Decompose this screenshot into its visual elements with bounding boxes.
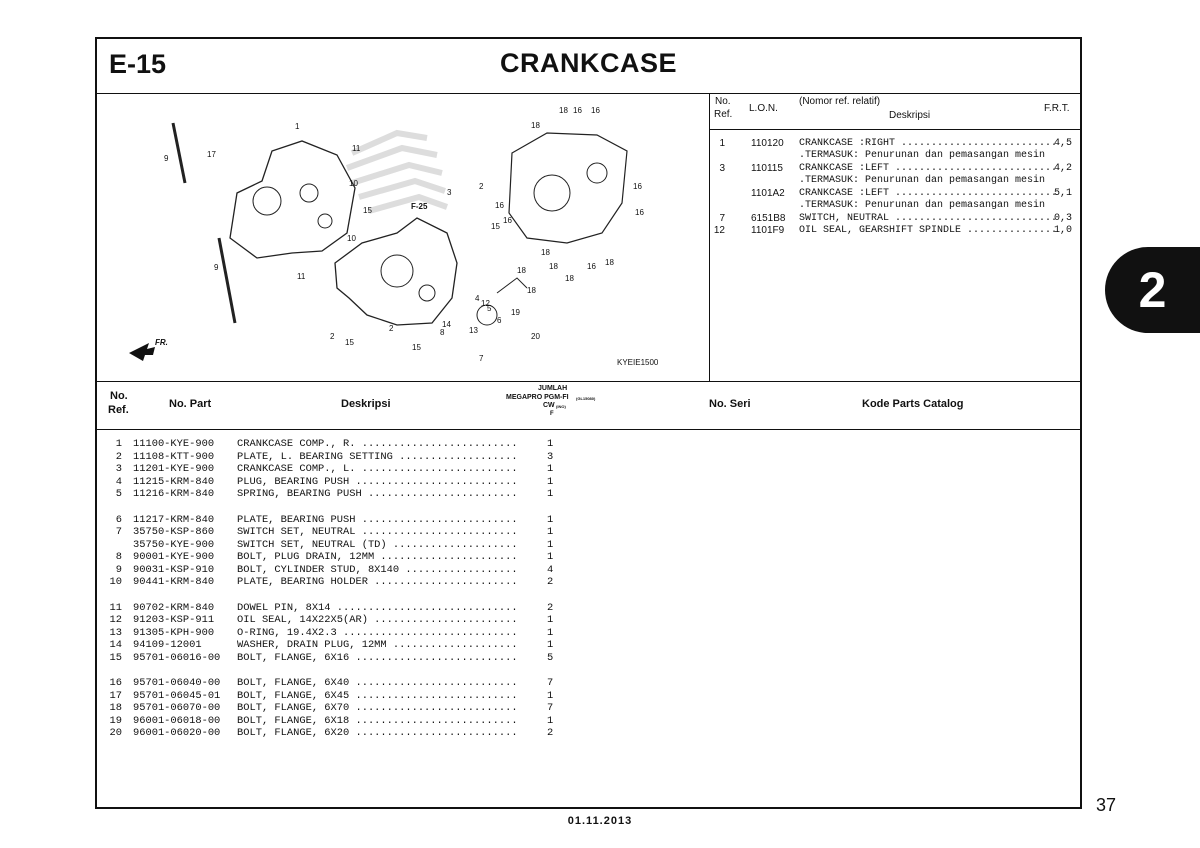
callout-number: 20: [531, 332, 540, 341]
part-ref: 20: [109, 727, 122, 739]
callout-number: 8: [440, 328, 445, 337]
parts-col-catalog: Kode Parts Catalog: [862, 398, 964, 410]
table-row: [97, 438, 1080, 451]
callout-number: 2: [479, 182, 484, 191]
lon-col-lon: L.O.N.: [749, 103, 778, 114]
part-desc: PLATE, BEARING PUSH .........................: [237, 514, 518, 526]
bearing-bore-shape: [253, 187, 281, 215]
callout-number: 10: [347, 234, 356, 243]
lon-frt: 1,0: [1054, 225, 1073, 236]
part-number: 90031-KSP-910: [133, 564, 215, 576]
table-row: [97, 627, 1080, 640]
figure-code: KYEIE1500: [617, 358, 659, 367]
parts-col-ref: Ref.: [108, 404, 129, 416]
callout-number: 6: [497, 316, 502, 325]
lon-col-frt: F.R.T.: [1044, 103, 1070, 114]
lon-col-deskripsi: Deskripsi: [889, 110, 931, 121]
part-desc: OIL SEAL, 14X22X5(AR) .......................: [237, 614, 518, 626]
part-qty: 7: [547, 677, 554, 689]
part-qty: 1: [547, 690, 554, 702]
bearing-bore-shape: [381, 255, 413, 287]
lon-desc: .TERMASUK: Penurunan dan pemasangan mesin: [799, 175, 1046, 186]
bearing-bore-shape: [300, 184, 318, 202]
part-ref: 13: [109, 627, 122, 639]
part-qty: 1: [547, 639, 554, 651]
table-row: [97, 514, 1080, 527]
lon-desc: CRANKCASE :LEFT ...........................: [799, 163, 1058, 174]
title-row: [97, 39, 1080, 94]
part-ref: 1: [115, 438, 122, 450]
callout-number: 13: [469, 326, 478, 335]
part-qty: 1: [547, 551, 554, 563]
callout-number: 18: [541, 248, 550, 257]
table-row: [97, 614, 1080, 627]
callout-number: 3: [447, 188, 452, 197]
part-ref: 6: [115, 514, 122, 526]
lon-ref: 12: [713, 225, 725, 236]
parts-col-part: No. Part: [169, 398, 212, 410]
callout-number: 16: [591, 106, 600, 115]
part-ref: 9: [115, 564, 122, 576]
part-desc: O-RING, 19.4X2.3 ............................: [237, 627, 518, 639]
part-qty: 1: [547, 463, 554, 475]
lon-desc: OIL SEAL, GEARSHIFT SPINDLE ...............: [799, 225, 1058, 236]
part-number: 90001-KYE-900: [133, 551, 215, 563]
switch-wire-shape: [497, 278, 527, 293]
lon-code: 1101A2: [751, 188, 785, 199]
part-qty: 1: [547, 526, 554, 538]
callout-number: 15: [491, 222, 500, 231]
part-ref: 11: [109, 602, 122, 614]
parts-col-desc: Deskripsi: [341, 398, 391, 410]
part-qty: 5: [547, 652, 554, 664]
lon-desc: CRANKCASE :RIGHT ..........................: [799, 138, 1058, 149]
part-desc: PLATE, BEARING HOLDER .......................: [237, 576, 518, 588]
part-number: 96001-06018-00: [133, 715, 221, 727]
lon-ref: 3: [719, 163, 725, 174]
parts-col-cw-code: (INO): [556, 404, 566, 409]
part-desc: BOLT, FLANGE, 6X20 ..........................: [237, 727, 518, 739]
callout-number: 15: [363, 206, 372, 215]
part-ref: 7: [115, 526, 122, 538]
part-ref: 3: [115, 463, 122, 475]
part-qty: 2: [547, 727, 554, 739]
part-desc: BOLT, FLANGE, 6X70 ..........................: [237, 702, 518, 714]
table-row: [97, 463, 1080, 476]
callout-number: 18: [605, 258, 614, 267]
part-qty: 4: [547, 564, 554, 576]
part-number: 94109-12001: [133, 639, 202, 651]
lon-frt: 0,3: [1054, 213, 1073, 224]
lon-frt: 4,2: [1054, 163, 1073, 174]
exploded-diagram: [97, 93, 710, 381]
parts-col-f: F: [550, 411, 554, 417]
table-row: [97, 476, 1080, 489]
part-number: 11217-KRM-840: [133, 514, 215, 526]
lon-code: 110120: [751, 138, 784, 149]
callout-number: 18: [565, 274, 574, 283]
table-row: [97, 526, 1080, 539]
lon-row: [709, 199, 1082, 212]
part-qty: 1: [547, 614, 554, 626]
part-ref: 10: [109, 576, 122, 588]
part-qty: 7: [547, 702, 554, 714]
table-row: [97, 564, 1080, 577]
part-ref: 18: [109, 702, 122, 714]
part-desc: SWITCH SET, NEUTRAL .........................: [237, 526, 518, 538]
page-frame: [95, 37, 1082, 809]
parts-col-model-code: (GL15080): [576, 396, 596, 401]
bearing-bore-shape: [587, 163, 607, 183]
part-desc: SPRING, BEARING PUSH ........................: [237, 488, 518, 500]
page-code: E-15: [109, 49, 167, 79]
parts-col-jumlah: JUMLAH: [538, 385, 568, 392]
part-ref: 15: [109, 652, 122, 664]
table-row: [97, 539, 1080, 552]
lon-desc: .TERMASUK: Penurunan dan pemasangan mesin: [799, 200, 1046, 211]
part-desc: BOLT, FLANGE, 6X18 ..........................: [237, 715, 518, 727]
table-row: [97, 451, 1080, 464]
table-row: [97, 715, 1080, 728]
part-desc: PLUG, BEARING PUSH ..........................: [237, 476, 518, 488]
front-arrow-icon: [129, 343, 155, 361]
lon-frt: 5,1: [1054, 188, 1073, 199]
part-ref: 5: [115, 488, 122, 500]
table-row: [97, 551, 1080, 564]
page-title: CRANKCASE: [499, 48, 677, 78]
crankcase-inner-view-shape: [509, 133, 627, 243]
part-desc: CRANKCASE COMP., R. .........................: [237, 438, 518, 450]
part-ref: 8: [115, 551, 122, 563]
callout-number: 14: [442, 320, 451, 329]
part-ref: 16: [109, 677, 122, 689]
callout-number: 9: [164, 154, 169, 163]
part-qty: 2: [547, 602, 554, 614]
lon-ref: 1: [719, 138, 725, 149]
lon-row: [709, 149, 1082, 162]
lon-table-header: [709, 93, 1082, 130]
part-number: 96001-06020-00: [133, 727, 221, 739]
bearing-bore-shape: [318, 214, 332, 228]
lon-table: [709, 93, 1082, 381]
part-number: 95701-06040-00: [133, 677, 221, 689]
page-number: 37: [1096, 795, 1117, 815]
lon-desc: CRANKCASE :LEFT ...........................: [799, 188, 1058, 199]
part-ref: 4: [115, 476, 122, 488]
part-desc: DOWEL PIN, 8X14 .............................: [237, 602, 518, 614]
callout-number: 17: [207, 150, 216, 159]
cylinder-stud-shape: [173, 123, 185, 183]
callout-number: 16: [495, 201, 504, 210]
part-number: 95701-06070-00: [133, 702, 221, 714]
part-number: 95701-06016-00: [133, 652, 221, 664]
table-row: [97, 652, 1080, 665]
part-ref: 19: [109, 715, 122, 727]
lon-col-nomor: (Nomor ref. relatif): [799, 96, 881, 107]
part-ref: 14: [109, 639, 122, 651]
lon-code: 1101F9: [751, 225, 785, 236]
callout-number: 2: [389, 324, 394, 333]
part-number: 11108-KTT-900: [133, 451, 215, 463]
part-qty: 1: [547, 476, 554, 488]
part-qty: 1: [547, 715, 554, 727]
part-number: 91203-KSP-911: [133, 614, 215, 626]
part-number: 91305-KPH-900: [133, 627, 215, 639]
part-desc: BOLT, FLANGE, 6X16 ..........................: [237, 652, 518, 664]
crankcase-illustration: [97, 93, 707, 381]
part-ref: 2: [115, 451, 122, 463]
frame-ref-label: F-25: [411, 202, 428, 211]
callout-number: 15: [412, 343, 421, 352]
bearing-bore-shape: [534, 175, 570, 211]
part-desc: WASHER, DRAIN PLUG, 12MM ....................: [237, 639, 518, 651]
part-qty: 2: [547, 576, 554, 588]
callout-number: 18: [527, 286, 536, 295]
lon-row: [709, 174, 1082, 187]
part-qty: 1: [547, 488, 554, 500]
callout-number: 4: [475, 294, 480, 303]
parts-table-header: [97, 381, 1080, 430]
part-desc: BOLT, FLANGE, 6X45 ..........................: [237, 690, 518, 702]
parts-col-cw: CW: [543, 402, 555, 409]
wing-watermark-icon: [347, 133, 447, 211]
table-row: [97, 702, 1080, 715]
lon-frt: 4,5: [1054, 138, 1073, 149]
part-number: 35750-KYE-900: [133, 539, 215, 551]
table-row: [97, 602, 1080, 615]
part-qty: 1: [547, 627, 554, 639]
callout-number: 18: [549, 262, 558, 271]
table-row: [97, 727, 1080, 740]
right-crankcase-shape: [230, 141, 355, 258]
part-desc: BOLT, CYLINDER STUD, 8X140 ..................: [237, 564, 518, 576]
table-row: [97, 690, 1080, 703]
part-desc: BOLT, FLANGE, 6X40 ..........................: [237, 677, 518, 689]
part-number: 11100-KYE-900: [133, 438, 215, 450]
callout-number: 10: [349, 179, 358, 188]
part-number: 11215-KRM-840: [133, 476, 215, 488]
part-desc: BOLT, PLUG DRAIN, 12MM ......................: [237, 551, 518, 563]
lon-col-ref: Ref.: [714, 109, 733, 120]
part-desc: CRANKCASE COMP., L. .........................: [237, 463, 518, 475]
callout-number: 16: [573, 106, 582, 115]
callout-number: 11: [297, 272, 306, 281]
part-number: 90702-KRM-840: [133, 602, 215, 614]
lon-desc: .TERMASUK: Penurunan dan pemasangan mesin: [799, 150, 1046, 161]
callout-number: 5: [487, 304, 492, 313]
table-row: [97, 639, 1080, 652]
fr-label: FR.: [155, 338, 168, 347]
part-qty: 1: [547, 514, 554, 526]
parts-col-no: No.: [110, 390, 128, 402]
part-desc: PLATE, L. BEARING SETTING ...................: [237, 451, 518, 463]
callout-number: 15: [345, 338, 354, 347]
table-row: [97, 576, 1080, 589]
lon-code: 110115: [751, 163, 783, 174]
print-date: 01.11.2013: [567, 815, 633, 827]
lon-desc: SWITCH, NEUTRAL ...........................: [799, 213, 1058, 224]
table-row: [97, 488, 1080, 501]
callout-number: 16: [635, 208, 644, 217]
callout-number: 18: [559, 106, 568, 115]
part-qty: 3: [547, 451, 554, 463]
callout-number: 9: [214, 263, 219, 272]
callout-number: 1: [295, 122, 300, 131]
part-qty: 1: [547, 438, 554, 450]
lon-code: 6151B8: [751, 213, 786, 224]
cylinder-stud-shape: [219, 238, 235, 323]
part-ref: 12: [109, 614, 122, 626]
part-number: 95701-06045-01: [133, 690, 221, 702]
part-number: 35750-KSP-860: [133, 526, 215, 538]
callout-number: 11: [352, 144, 361, 153]
callout-number: 16: [633, 182, 642, 191]
callout-number: 19: [511, 308, 520, 317]
callout-number: 18: [531, 121, 540, 130]
part-qty: 1: [547, 539, 554, 551]
lon-row: [709, 224, 1082, 237]
section-tab: 2: [1105, 247, 1200, 333]
callout-number: 18: [517, 266, 526, 275]
lon-col-no: No.: [715, 96, 731, 107]
part-number: 11201-KYE-900: [133, 463, 215, 475]
lon-ref: 7: [719, 213, 725, 224]
bearing-bore-shape: [419, 285, 435, 301]
callout-number: 16: [587, 262, 596, 271]
table-row: [97, 677, 1080, 690]
parts-col-model: MEGAPRO PGM-FI: [506, 394, 569, 401]
callout-number: 2: [330, 332, 335, 341]
part-desc: SWITCH SET, NEUTRAL (TD) ....................: [237, 539, 518, 551]
callout-number: 12: [481, 299, 490, 308]
part-ref: 17: [109, 690, 122, 702]
part-number: 11216-KRM-840: [133, 488, 215, 500]
callout-number: 16: [503, 216, 512, 225]
callout-number: 7: [479, 354, 484, 363]
parts-col-seri: No. Seri: [709, 398, 751, 410]
part-number: 90441-KRM-840: [133, 576, 215, 588]
